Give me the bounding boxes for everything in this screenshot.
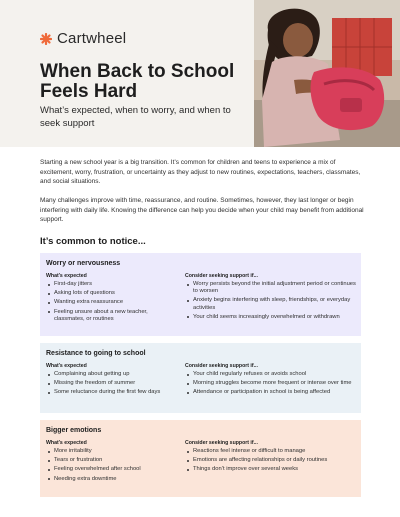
card-title: Resistance to going to school (46, 350, 146, 357)
page-title: When Back to School Feels Hard (40, 61, 235, 102)
expected-list (46, 281, 176, 325)
intro-paragraph-2: Many challenges improve with time, reassurance, and routine. Sometimes, however, they last longer or begin interfering with daily life. Knowing the difference can help you decide when your child may benefit from additional support. (40, 197, 364, 224)
cartwheel-star-icon (40, 33, 52, 45)
expected-heading: What’s expected (46, 273, 87, 279)
support-heading: Consider seeking support if... (185, 363, 258, 369)
child-with-backpack-photo (254, 0, 400, 147)
list-item: More irritability (46, 448, 176, 455)
list-item: First-day jitters (46, 281, 176, 288)
expected-list (46, 371, 176, 399)
brand-logo[interactable] (40, 30, 126, 47)
list-item: Things don’t improve over several weeks (185, 466, 357, 473)
list-item: Your child regularly refuses or avoids school (185, 371, 357, 378)
list-item: Worry persists beyond the initial adjustment period or continues to worsen (185, 281, 357, 295)
intro-paragraph-1: Starting a new school year is a big transition. It’s common for children and teens to experience a mix of excitement, worry, frustration, or uncertainty as they adjust to new routines, expectations, teachers, classmates, and social situations. (40, 159, 361, 186)
list-item: Feeling overwhelmed after school (46, 466, 176, 473)
expected-heading: What’s expected (46, 363, 87, 369)
list-item: Needing extra downtime (46, 476, 176, 483)
list-item: Morning struggles become more frequent or intense over time (185, 380, 357, 387)
section-heading: It’s common to notice... (40, 236, 146, 247)
support-list (185, 281, 357, 323)
list-item: Asking lots of questions (46, 290, 176, 297)
card-worry (40, 253, 361, 336)
list-item: Reactions feel intense or difficult to manage (185, 448, 357, 455)
list-item: Anxiety begins interfering with sleep, friendships, or everyday activities (185, 297, 357, 311)
list-item: Your child seems increasingly overwhelmed or withdrawn (185, 314, 357, 321)
list-item: Complaining about getting up (46, 371, 176, 378)
list-item: Tears or frustration (46, 457, 176, 464)
support-heading: Consider seeking support if... (185, 440, 258, 446)
card-title: Worry or nervousness (46, 260, 121, 267)
support-list (185, 448, 357, 476)
list-item: Attendance or participation in school is being affected (185, 389, 357, 396)
card-resistance (40, 343, 361, 413)
expected-heading: What’s expected (46, 440, 87, 446)
support-list (185, 371, 357, 399)
page-subtitle: What’s expected, when to worry, and when to seek support (40, 105, 231, 129)
list-item: Feeling unsure about a new teacher, classmates, or routines (46, 309, 176, 323)
brand-name: Cartwheel (57, 30, 127, 47)
card-title: Bigger emotions (46, 427, 102, 434)
list-item: Emotions are affecting relationships or daily routines (185, 457, 357, 464)
support-heading: Consider seeking support if... (185, 273, 258, 279)
expected-list (46, 448, 176, 485)
list-item: Missing the freedom of summer (46, 380, 176, 387)
list-item: Wanting extra reassurance (46, 299, 176, 306)
card-emotions (40, 420, 361, 497)
list-item: Some reluctance during the first few days (46, 389, 176, 396)
